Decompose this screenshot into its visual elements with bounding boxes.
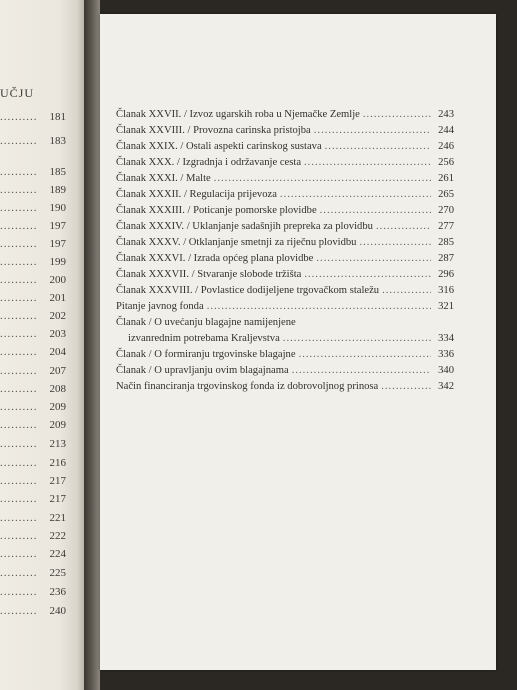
left-page-number bbox=[0, 184, 66, 196]
toc-entry bbox=[116, 363, 454, 379]
left-page-number-value: 224 bbox=[49, 548, 66, 560]
toc-entry bbox=[116, 203, 454, 219]
left-page-number-value: 225 bbox=[49, 567, 66, 579]
left-page-number-value: 181 bbox=[49, 111, 66, 123]
leader-dots: .......... bbox=[0, 365, 38, 377]
leader-dots bbox=[214, 171, 431, 187]
leader-dots: .......... bbox=[0, 328, 38, 340]
left-page-number-value: 213 bbox=[49, 438, 66, 450]
left-page-number-value: 189 bbox=[49, 184, 66, 196]
toc-entry bbox=[116, 283, 454, 299]
left-page-number-value: 185 bbox=[49, 166, 66, 178]
toc-entry-page: 243 bbox=[438, 109, 454, 120]
toc-entry-page: 246 bbox=[438, 141, 454, 152]
toc-entry-title: Članak / O upravljanju ovim blagajnama bbox=[116, 365, 289, 376]
toc-entry-page: 265 bbox=[438, 189, 454, 200]
left-page-number-value: 209 bbox=[49, 401, 66, 413]
toc-entry-title-cont: izvanrednim potrebama Kraljevstva bbox=[128, 333, 280, 344]
left-page-number bbox=[0, 328, 66, 340]
leader-dots bbox=[207, 299, 431, 315]
left-page-number-value: 183 bbox=[49, 135, 66, 147]
toc-entry-page: 261 bbox=[438, 173, 454, 184]
leader-dots bbox=[363, 107, 431, 123]
leader-dots: .......... bbox=[0, 238, 38, 250]
toc-entry-title: Članak XXXIII. / Poticanje pomorske plovidbe bbox=[116, 205, 317, 216]
toc-entry bbox=[116, 379, 454, 395]
toc-entry-page: 321 bbox=[438, 301, 454, 312]
left-page-number bbox=[0, 438, 66, 450]
left-page-number bbox=[0, 310, 66, 322]
leader-dots bbox=[316, 251, 431, 267]
leader-dots bbox=[283, 331, 431, 347]
toc-entry-page: 340 bbox=[438, 365, 454, 376]
left-page-number bbox=[0, 586, 66, 598]
left-page bbox=[0, 0, 84, 690]
left-page-number bbox=[0, 401, 66, 413]
toc-entry-title: Način financiranja trgovinskog fonda iz dobrovoljnog prinosa bbox=[116, 381, 379, 392]
toc-entry bbox=[116, 187, 454, 203]
leader-dots: .......... bbox=[0, 166, 38, 178]
left-page-number bbox=[0, 457, 66, 469]
toc-entry bbox=[116, 123, 454, 139]
leader-dots: .......... bbox=[0, 135, 38, 147]
leader-dots: .......... bbox=[0, 605, 38, 617]
left-page-number-value: 204 bbox=[49, 346, 66, 358]
toc-entry-title: Članak XXX. / Izgradnja i održavanje cesta bbox=[116, 157, 302, 168]
toc-entry-title: Članak XXXIV. / Uklanjanje sadašnjih prepreka za plovidbu bbox=[116, 221, 373, 232]
left-page-number-value: 190 bbox=[49, 202, 66, 214]
left-page-number-value: 199 bbox=[49, 256, 66, 268]
left-page-number bbox=[0, 605, 66, 617]
book-gutter bbox=[84, 0, 100, 690]
toc-entry bbox=[116, 315, 454, 347]
toc-entry-title: Članak XXVII. / Izvoz ugarskih roba u Njemačke Zemlje bbox=[116, 109, 360, 120]
left-page-number-value: 209 bbox=[49, 419, 66, 431]
leader-dots: .......... bbox=[0, 202, 38, 214]
leader-dots: .......... bbox=[0, 530, 38, 542]
right-page bbox=[100, 14, 496, 670]
leader-dots: .......... bbox=[0, 567, 38, 579]
leader-dots: .......... bbox=[0, 383, 38, 395]
leader-dots bbox=[320, 203, 431, 219]
toc-entry-page: 277 bbox=[438, 221, 454, 232]
left-page-number bbox=[0, 493, 66, 505]
toc-entry-title: Članak XXXVIII. / Povlastice dodijeljene trgovačkom staležu bbox=[116, 285, 380, 296]
left-page-number bbox=[0, 166, 66, 178]
leader-dots: .......... bbox=[0, 256, 38, 268]
leader-dots bbox=[359, 235, 431, 251]
toc-entry bbox=[116, 299, 454, 315]
leader-dots bbox=[280, 187, 431, 203]
left-page-header: UČJU bbox=[0, 86, 35, 100]
left-page-number-value: 236 bbox=[49, 586, 66, 598]
toc-entry-title: Članak / O uvećanju blagajne namijenjene bbox=[116, 317, 296, 328]
toc-entry-page: 296 bbox=[438, 269, 454, 280]
toc-entry bbox=[116, 267, 454, 283]
left-page-number bbox=[0, 111, 66, 123]
left-page-number-value: 201 bbox=[49, 292, 66, 304]
leader-dots: .......... bbox=[0, 548, 38, 560]
leader-dots: .......... bbox=[0, 438, 38, 450]
left-page-number bbox=[0, 475, 66, 487]
leader-dots: .......... bbox=[0, 401, 38, 413]
toc-entry-page: 342 bbox=[438, 381, 454, 392]
left-page-number bbox=[0, 512, 66, 524]
leader-dots: .......... bbox=[0, 493, 38, 505]
leader-dots: .......... bbox=[0, 346, 38, 358]
toc-entry-title: Pitanje javnog fonda bbox=[116, 301, 204, 312]
left-page-number-value: 221 bbox=[49, 512, 66, 524]
toc-entry-title: Članak XXIX. / Ostali aspekti carinskog sustava bbox=[116, 141, 322, 152]
left-page-number bbox=[0, 530, 66, 542]
left-page-number-value: 216 bbox=[49, 457, 66, 469]
leader-dots bbox=[304, 155, 431, 171]
left-page-number-value: 197 bbox=[49, 220, 66, 232]
toc-entry bbox=[116, 219, 454, 235]
left-page-number bbox=[0, 548, 66, 560]
left-page-number-value: 240 bbox=[49, 605, 66, 617]
leader-dots: .......... bbox=[0, 111, 38, 123]
table-of-contents bbox=[116, 107, 454, 395]
left-page-number bbox=[0, 365, 66, 377]
left-page-number bbox=[0, 346, 66, 358]
toc-entry-page: 256 bbox=[438, 157, 454, 168]
leader-dots: .......... bbox=[0, 220, 38, 232]
toc-entry-page: 244 bbox=[438, 125, 454, 136]
left-page-number bbox=[0, 383, 66, 395]
left-page-number-value: 222 bbox=[49, 530, 66, 542]
left-page-number-value: 207 bbox=[49, 365, 66, 377]
left-page-number bbox=[0, 220, 66, 232]
toc-entry bbox=[116, 107, 454, 123]
toc-entry-page: 336 bbox=[438, 349, 454, 360]
leader-dots bbox=[299, 347, 431, 363]
toc-entry-title: Članak / O formiranju trgovinske blagajne bbox=[116, 349, 296, 360]
leader-dots: .......... bbox=[0, 310, 38, 322]
left-page-number-value: 203 bbox=[49, 328, 66, 340]
toc-entry bbox=[116, 347, 454, 363]
left-page-number bbox=[0, 256, 66, 268]
left-page-number bbox=[0, 292, 66, 304]
toc-entry bbox=[116, 235, 454, 251]
left-page-number bbox=[0, 567, 66, 579]
leader-dots: .......... bbox=[0, 475, 38, 487]
leader-dots: .......... bbox=[0, 512, 38, 524]
left-page-number-value: 200 bbox=[49, 274, 66, 286]
leader-dots bbox=[381, 379, 431, 395]
toc-entry bbox=[116, 155, 454, 171]
toc-entry-title: Članak XXXV. / Otklanjanje smetnji za riječnu plovidbu bbox=[116, 237, 357, 248]
toc-entry-line2 bbox=[116, 331, 454, 347]
toc-entry bbox=[116, 251, 454, 267]
left-page-number bbox=[0, 238, 66, 250]
left-page-number-value: 217 bbox=[49, 493, 66, 505]
toc-entry-page: 316 bbox=[438, 285, 454, 296]
toc-entry-page: 270 bbox=[438, 205, 454, 216]
leader-dots: .......... bbox=[0, 586, 38, 598]
left-page-number-value: 197 bbox=[49, 238, 66, 250]
toc-entry bbox=[116, 139, 454, 155]
leader-dots: .......... bbox=[0, 457, 38, 469]
left-page-number-value: 217 bbox=[49, 475, 66, 487]
leader-dots bbox=[304, 267, 431, 283]
toc-entry-page: 287 bbox=[438, 253, 454, 264]
toc-entry-title: Članak XXXVII. / Stvaranje slobode tržišta bbox=[116, 269, 302, 280]
leader-dots: .......... bbox=[0, 292, 38, 304]
toc-entry-title: Članak XXXI. / Malte bbox=[116, 173, 211, 184]
leader-dots bbox=[325, 139, 431, 155]
leader-dots bbox=[382, 283, 431, 299]
toc-entry-title: Članak XXVIII. / Provozna carinska pristojba bbox=[116, 125, 311, 136]
toc-entry-page: 334 bbox=[438, 333, 454, 344]
leader-dots bbox=[292, 363, 431, 379]
toc-entry-page: 285 bbox=[438, 237, 454, 248]
leader-dots: .......... bbox=[0, 184, 38, 196]
left-page-number-value: 202 bbox=[49, 310, 66, 322]
leader-dots: .......... bbox=[0, 274, 38, 286]
leader-dots bbox=[314, 123, 431, 139]
left-page-number-value: 208 bbox=[49, 383, 66, 395]
leader-dots: .......... bbox=[0, 419, 38, 431]
toc-entry bbox=[116, 171, 454, 187]
left-page-number bbox=[0, 419, 66, 431]
left-page-number bbox=[0, 135, 66, 147]
left-page-number bbox=[0, 274, 66, 286]
toc-entry-title: Članak XXXII. / Regulacija prijevoza bbox=[116, 189, 277, 200]
leader-dots bbox=[376, 219, 431, 235]
toc-entry-title: Članak XXXVI. / Izrada općeg plana plovidbe bbox=[116, 253, 314, 264]
left-page-number bbox=[0, 202, 66, 214]
